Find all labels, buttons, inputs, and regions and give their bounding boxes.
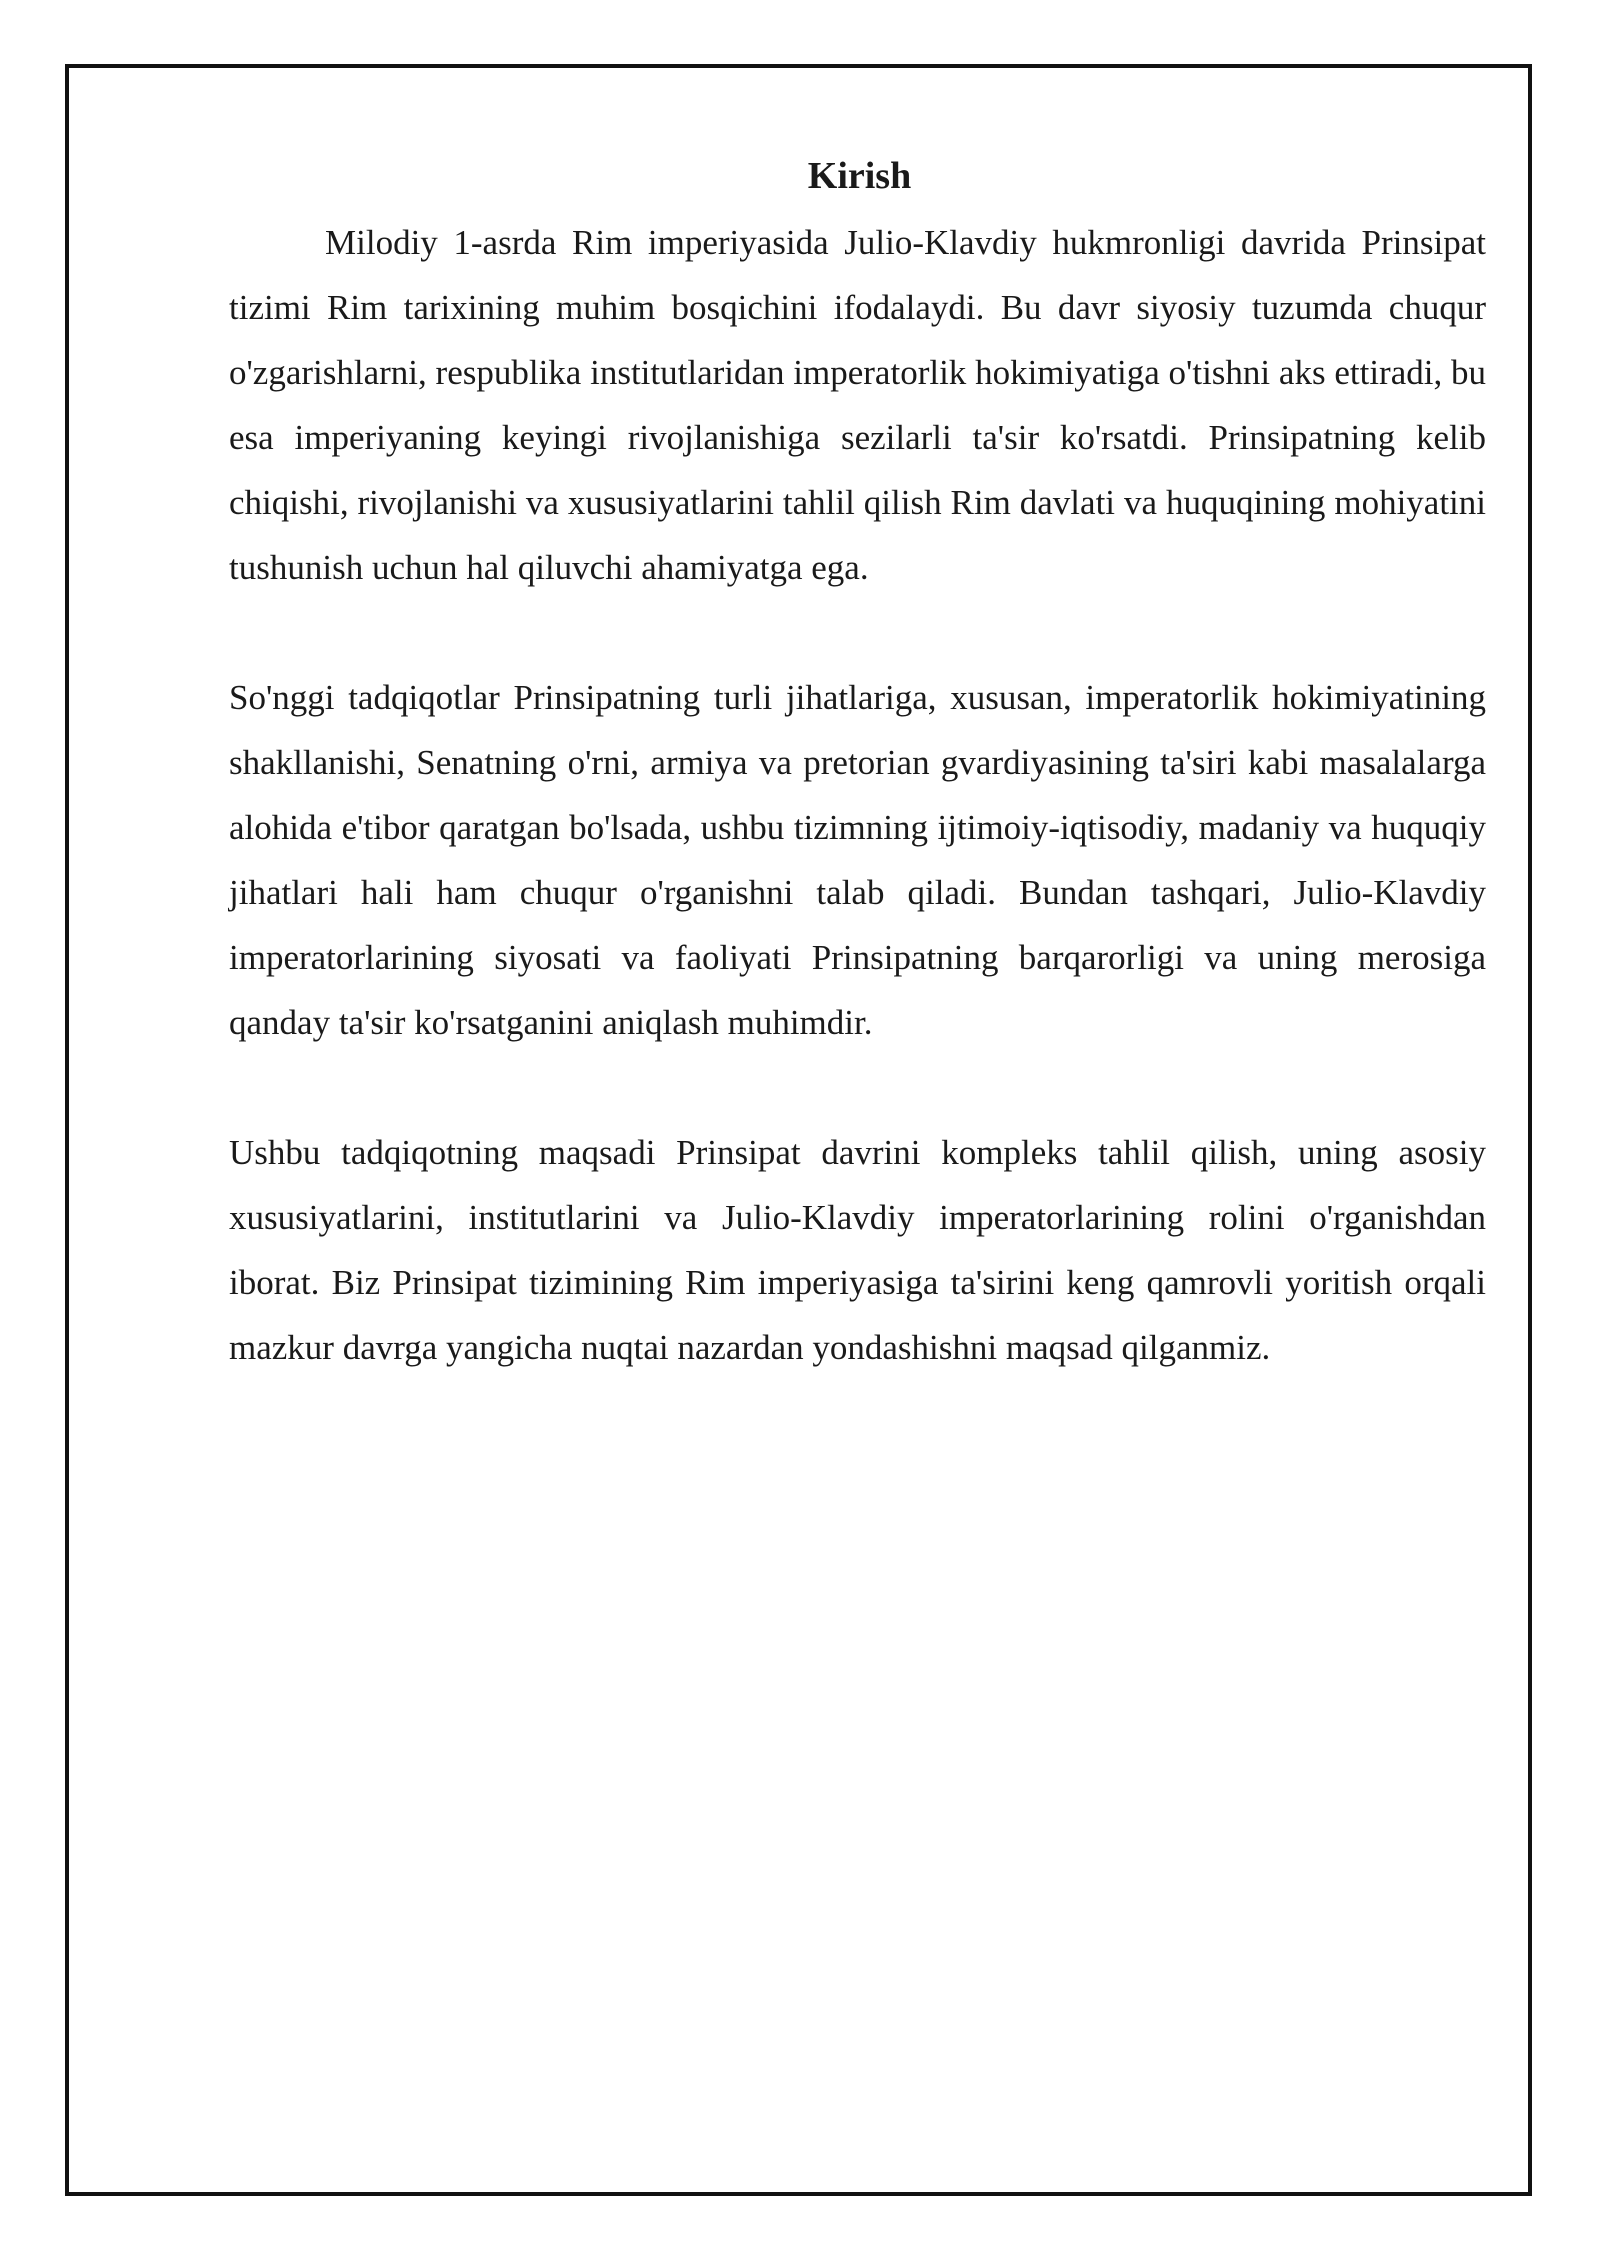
paragraph-goal: Ushbu tadqiqotning maqsadi Prinsipat davrini kompleks tahlil qilish, uning asosiy xususiyatlarini, institutlarini va Julio-Klavdiy imperatorlarining rolini o'rganishdan iborat. Biz Prinsipat tizimining Rim imperiyasiga ta'sirini keng qamrovli yoritish orqali mazkur davrga yangicha nuqtai nazardan yondashishni maqsad qilganmiz. [229,1133,1486,1367]
document-body [229,148,1486,1380]
paragraph-research: So'nggi tadqiqotlar Prinsipatning turli jihatlariga, xususan, imperatorlik hokimiyatining shakllanishi, Senatning o'rni, armiya va pretorian gvardiyasining ta'siri kabi masalalarga alohida e'tibor qaratgan bo'lsada, ushbu tizimning ijtimoiy-iqtisodiy, madaniy va huquqiy jihatlari hali ham chuqur o'rganishni talab qiladi. Bundan tashqari, Julio-Klavdiy imperatorlarining siyosati va faoliyati Prinsipatning barqarorligi va uning merosiga qanday ta'sir ko'rsatganini aniqlash muhimdir. [229,678,1486,1042]
paragraph-gap [229,1055,1486,1120]
paragraph-intro: Milodiy 1-asrda Rim imperiyasida Julio-Klavdiy hukmronligi davrida Prinsipat tizimi Rim tarixining muhim bosqichini ifodalaydi. Bu davr siyosiy tuzumda chuqur o'zgarishlarni, respublika institutlaridan imperatorlik hokimiyatiga o'tishni aks ettiradi, bu esa imperiyaning keyingi rivojlanishiga sezilarli ta'sir ko'rsatdi. Prinsipatning kelib chiqishi, rivojlanishi va xususiyatlarini tahlil qilish Rim davlati va huquqining mohiyatini tushunish uchun hal qiluvchi ahamiyatga ega. [229,223,1486,587]
paragraph-gap [229,600,1486,665]
section-title: Kirish [807,155,912,197]
